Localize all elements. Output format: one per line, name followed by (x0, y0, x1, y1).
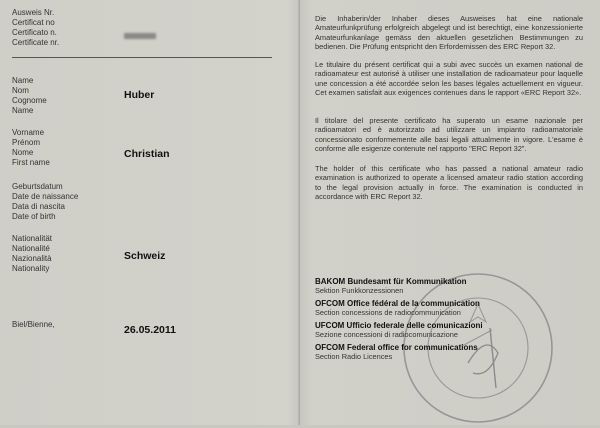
authority-block (315, 277, 515, 361)
label-line: Certificato n. (12, 28, 57, 37)
authority-name: OFCOM Office fédéral de la communication (315, 299, 480, 308)
nationality-value: Schweiz (124, 250, 166, 262)
label-line: Date of birth (12, 212, 56, 221)
label-line: Cognome (12, 96, 47, 105)
authority-section: Section concessions de radiocommunication (315, 308, 461, 317)
certificate-no-labels (12, 8, 59, 48)
date-of-birth-labels (12, 182, 78, 222)
label-line: Date de naissance (12, 192, 79, 201)
label-line: Prénom (12, 138, 41, 147)
page-fold (298, 0, 301, 425)
label-line: Nome (12, 148, 34, 157)
text-english: The holder of this certificate who has passed a national amateur radio examination is authorized to operate a licensed amateur radio station according to the legal provision actually in force. The examination is conducted in accordance with ERC Report 32. (315, 164, 583, 201)
label-line: Nazionalità (12, 254, 52, 263)
label-line: Data di nascita (12, 202, 65, 211)
label-line: Vorname (12, 128, 45, 137)
first-name-labels (12, 128, 50, 168)
label-line: Name (12, 106, 34, 115)
divider-line (12, 57, 272, 58)
name-labels (12, 76, 47, 116)
label-line: Nationalité (12, 244, 50, 253)
text-german: Die Inhaberin/der Inhaber dieses Ausweises hat eine nationale Amateurfunkprüfung erfolgreich abgelegt und ist berechtigt, eine konzessionierte Amateurfunkanlage gemäss den aktuellen gesetzlichen Bestimmungen zu bedienen. Die Prüfung entspricht den Erfordernissen des ERC Report 32. (315, 14, 583, 51)
label-line: Certificat no (12, 18, 55, 27)
authority-section: Sezione concessioni di radiocomunicazione (315, 330, 458, 339)
authority-name: UFCOM Ufficio federale delle comunicazioni (315, 321, 483, 330)
name-value: Huber (124, 89, 155, 101)
first-name-value: Christian (124, 148, 170, 160)
authority-name: OFCOM Federal office for communications (315, 343, 478, 352)
label-line: Nom (12, 86, 29, 95)
text-french: Le titulaire du présent certificat qui a subi avec succès un examen national de radioamateur est autorisé à utiliser une installation de radioamateur pour laquelle une concession a été accordée selon les bases légales actuellement en vigueur. Cet examen satisfait aux exigences contenues dans le rapport «ERC Report 32». (315, 60, 583, 97)
label-line: Certificate nr. (12, 38, 60, 47)
label-line: First name (12, 158, 50, 167)
label-line: Nationalität (12, 234, 53, 243)
issue-place: Biel/Bienne, (12, 320, 55, 329)
label-line: Ausweis Nr. (12, 8, 55, 17)
text-italian: Il titolare del presente certificato ha superato un esame nazionale per radioamatori ed è autorizzato ad utilizzare un impianto radioamatoriale concessionato conformemente alle basi legali attualmente in vigore. L'esame è conforme alle esigenze contenute nel rapporto "ERC Report 32". (315, 116, 583, 153)
nationality-labels (12, 234, 52, 274)
authority-section: Sektion Funkkonzessionen (315, 286, 404, 295)
label-line: Name (12, 76, 34, 85)
redacted-certificate-number (124, 33, 156, 39)
issue-date: 26.05.2011 (124, 324, 176, 336)
label-line: Geburtsdatum (12, 182, 63, 191)
authority-section: Section Radio Licences (315, 352, 393, 361)
label-line: Nationality (12, 264, 50, 273)
authority-name: BAKOM Bundesamt für Kommunikation (315, 277, 467, 286)
